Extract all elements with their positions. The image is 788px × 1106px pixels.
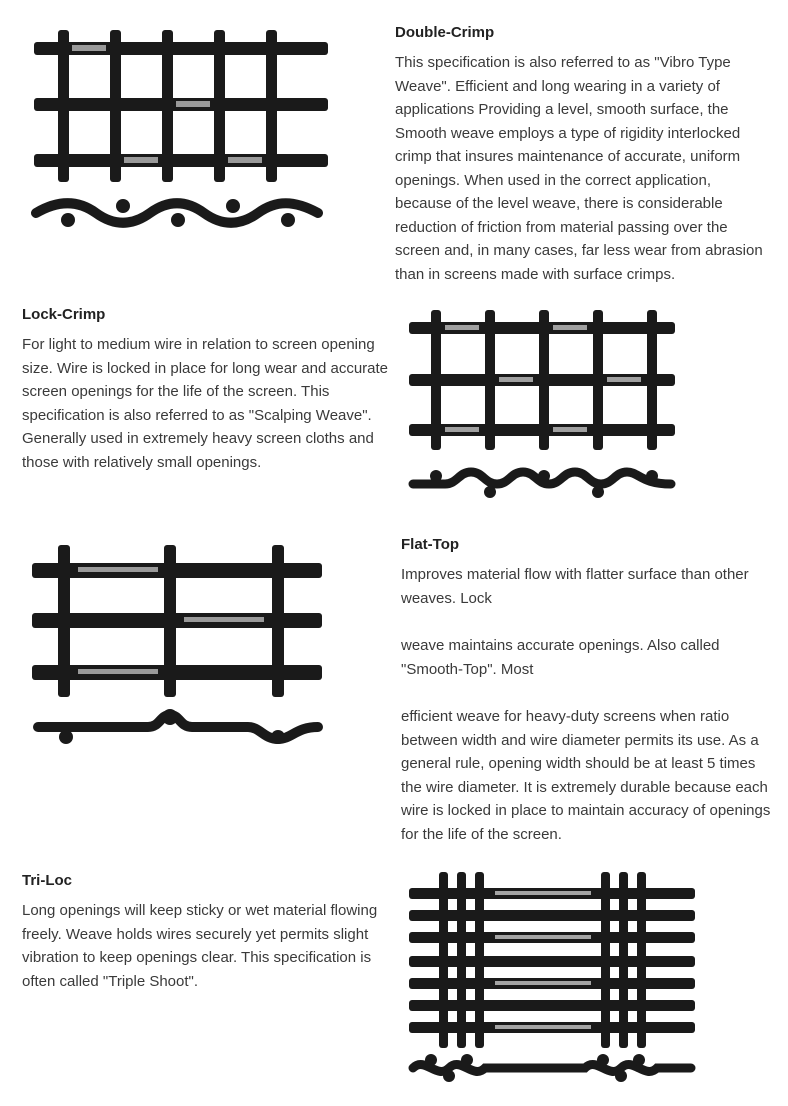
section-description: efficient weave for heavy-duty screens when ratio between width and wire diameter permits its use. As a general rule, opening width should be at least 5 times the wire diameter. It is extremely durable because each wire is locked in place to maintain accuracy of openings for the life of the screen. <box>401 708 771 843</box>
section-description: Improves material flow with flatter surface than other weaves. Lock <box>401 566 749 607</box>
section-title: Flat-Top <box>401 536 460 553</box>
double-crimp-section <box>395 23 765 286</box>
section-description: This specification is also referred to as "Vibro Type Weave". Efficient and long wearing in a variety of applications Providing a level, smooth surface, the Smooth weave employs a type of rigidity interlocked crimp that insures maintenance of accurate, uniform openings. When used in the correct application, because of the level weave, there is considerable reduction of friction from material passing over the screen and, in many cases, far less wear from abrasion than in screens made with surface crimps. <box>395 54 763 283</box>
double-crimp-weave-diagram-icon <box>28 30 338 240</box>
section-title: Double-Crimp <box>395 24 495 41</box>
flat-top-section <box>401 535 771 846</box>
flat-top-weave-diagram-icon <box>28 545 328 755</box>
section-description: weave maintains accurate openings. Also called "Smooth-Top". Most <box>401 637 720 678</box>
section-description: For light to medium wire in relation to screen opening size. Wire is locked in place for long wear and accurate screen openings for the life of the screen. This specification is also referred to as "Scalping Weave". Generally used in extremely heavy screen cloths and those with relatively small openings. <box>22 336 389 471</box>
tri-loc-weave-diagram-icon <box>405 872 700 1092</box>
section-title: Tri-Loc <box>22 872 73 889</box>
section-description: Long openings will keep sticky or wet material flowing freely. Weave holds wires securely yet permits slight vibration to keep openings clear. This specification is often called "Triple Shoot". <box>22 902 378 990</box>
tri-loc-section <box>22 871 388 993</box>
lock-crimp-section <box>22 305 388 474</box>
lock-crimp-weave-diagram-icon <box>405 310 680 505</box>
section-title: Lock-Crimp <box>22 306 106 323</box>
